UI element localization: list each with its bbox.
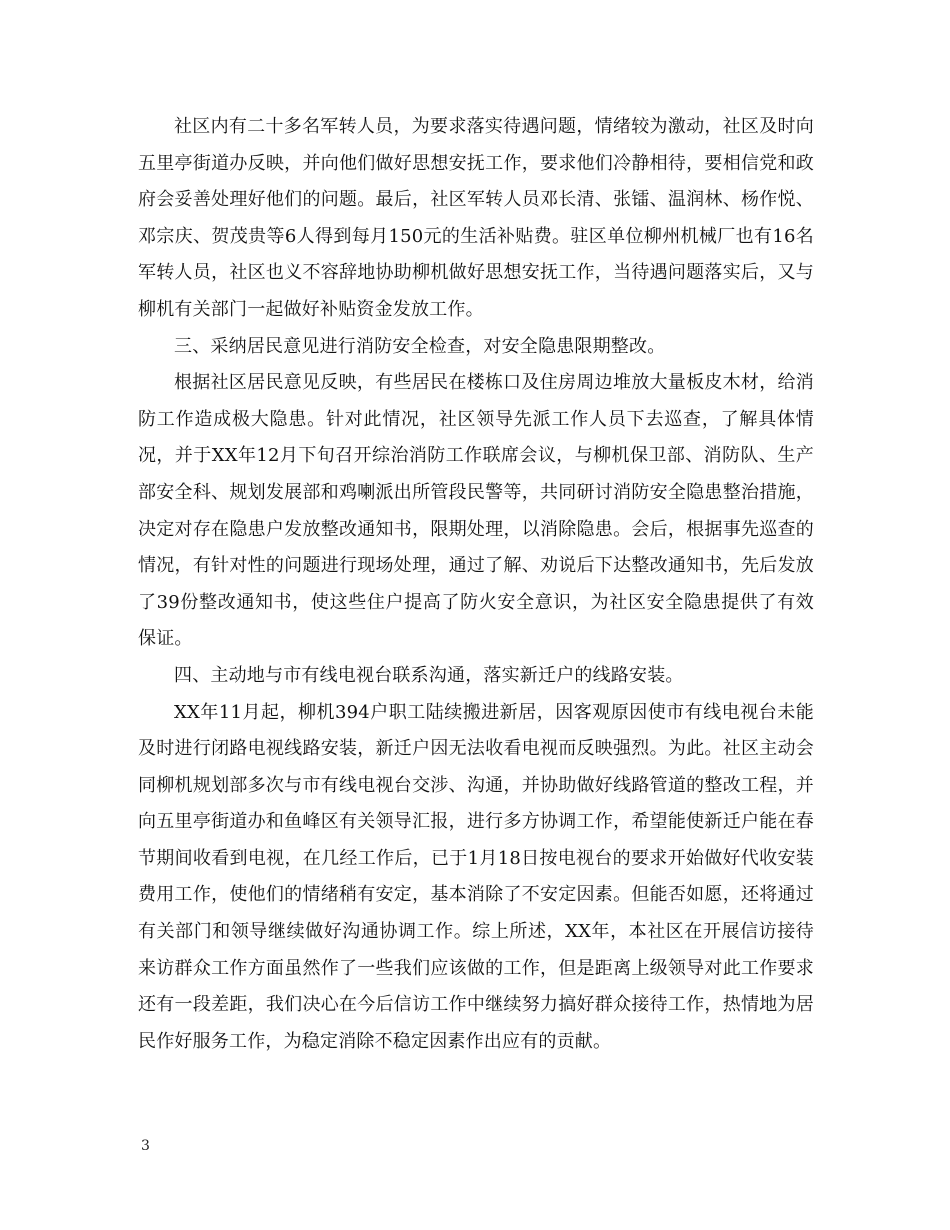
paragraph-cable-tv: XX年11月起，柳机394户职工陆续搬进新居，因客观原因使市有线电视台未能及时进行闭路电视线路安装，新迁户因无法收看电视而反映强烈。为此。社区主动会同柳机规划部多次与市有线电视台交涉、沟通，并协助做好线路管道的整改工程，并向五里亭街道办和鱼峰区有关领导汇报，进行多方协调工作，希望能使新迁户能在春节期间收看到电视，在几经工作后，已于1月18日按电视台的要求开始做好代收安装费用工作，使他们的情绪稍有安定，基本消除了不安定因素。但能否如愿，还将通过有关部门和领导继续做好沟通协调工作。综上所述，XX年，本社区在开展信访接待来访群众工作方面虽然作了一些我们应该做的工作，但是距离上级领导对此工作要求还有一段差距，我们决心在今后信访工作中继续努力搞好群众接待工作，热情地为居民作好服务工作，为稳定消除不稳定因素作出应有的贡献。 — [138, 701, 814, 1052]
page-number: 3 — [141, 1138, 150, 1154]
paragraph-fire-safety: 根据社区居民意见反映，有些居民在楼栋口及住房周边堆放大量板皮木材，给消防工作造成极大隐患。针对此情况，社区领导先派工作人员下去巡查，了解具体情况，并于XX年12月下旬召开综治消防工作联席会议，与柳机保卫部、消防队、生产部安全科、规划发展部和鸡喇派出所管段民警等，共同研讨消防安全隐患整治措施，决定对存在隐患户发放整改通知书，限期处理，以消除隐患。会后，根据事先巡查的情况，有针对性的问题进行现场处理，通过了解、劝说后下达整改通知书，先后发放了39份整改通知书，使这些住户提高了防火安全意识，为社区安全隐患提供了有效保证。 — [138, 372, 814, 650]
document-body — [138, 109, 814, 1060]
paragraph-military-transfer: 社区内有二十多名军转人员，为要求落实待遇问题，情绪较为激动，社区及时向五里亭街道办反映，并向他们做好思想安抚工作，要求他们冷静相待，要相信党和政府会妥善处理好他们的问题。最后，社区军转人员邓长清、张镭、温润林、杨作悦、邓宗庆、贺茂贵等6人得到每月150元的生活补贴费。驻区单位柳州机械厂也有16名军转人员，社区也义不容辞地协助柳机做好思想安抚工作，当待遇问题落实后，又与柳机有关部门一起做好补贴资金发放工作。 — [138, 116, 814, 320]
heading-cable-tv: 四、主动地与市有线电视台联系沟通，落实新迁户的线路安装。 — [174, 664, 684, 686]
heading-fire-safety: 三、采纳居民意见进行消防安全检查，对安全隐患限期整改。 — [174, 335, 666, 357]
